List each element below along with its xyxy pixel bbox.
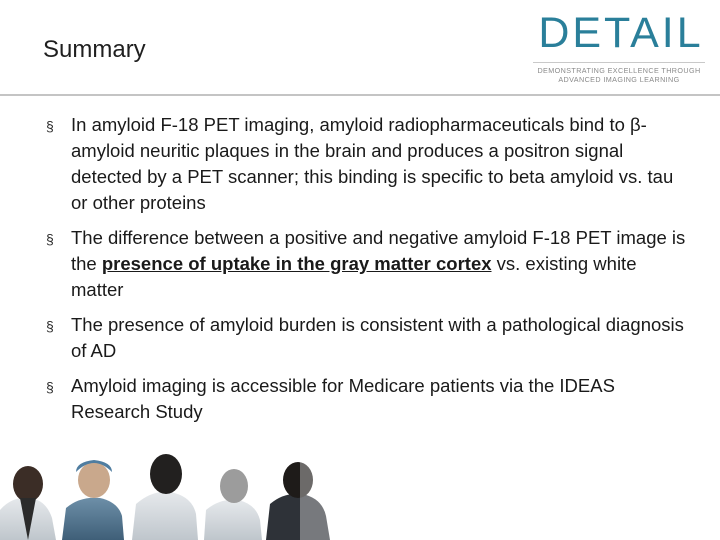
bullet-emphasis: presence of uptake in the gray matter cortex	[101, 253, 492, 274]
bullet-item	[46, 312, 686, 364]
bullet-text: The difference between a positive and negative amyloid F-18 PET image is the	[71, 227, 686, 274]
bullet-marker-icon: §	[46, 379, 54, 395]
person-silhouette-4	[204, 469, 262, 540]
bullet-marker-icon: §	[46, 118, 54, 134]
bullet-list	[46, 112, 686, 434]
logo-tagline-1: DEMONSTRATING EXCELLENCE THROUGH	[537, 66, 701, 75]
detail-logo	[526, 8, 712, 90]
bullet-item	[46, 225, 686, 303]
clinicians-photo	[0, 440, 360, 540]
header-divider	[0, 94, 720, 96]
bullet-text: In amyloid F-18 PET imaging, amyloid radiopharmaceuticals bind to β-amyloid neuritic plaques in the brain and produces a positron signal detected by a PET scanner; this binding is specific to beta amyloid vs. tau or other proteins	[71, 114, 674, 213]
person-silhouette-3	[132, 454, 198, 540]
bullet-text: The presence of amyloid burden is consistent with a pathological diagnosis of AD	[71, 314, 684, 361]
bullet-text-after: vs. existing white matter	[71, 253, 637, 300]
logo-rule	[533, 62, 705, 63]
person-silhouette-1	[0, 466, 56, 540]
bullet-item	[46, 112, 686, 216]
person-silhouette-2	[62, 460, 124, 540]
bullet-text: Amyloid imaging is accessible for Medicare patients via the IDEAS Research Study	[71, 375, 615, 422]
bullet-marker-icon: §	[46, 231, 54, 247]
logo-tagline-2: ADVANCED IMAGING LEARNING	[558, 75, 680, 84]
bullet-item	[46, 373, 686, 425]
logo-wordmark: DETAIL	[538, 9, 704, 57]
bullet-marker-icon: §	[46, 318, 54, 334]
slide-title: Summary	[43, 36, 146, 63]
